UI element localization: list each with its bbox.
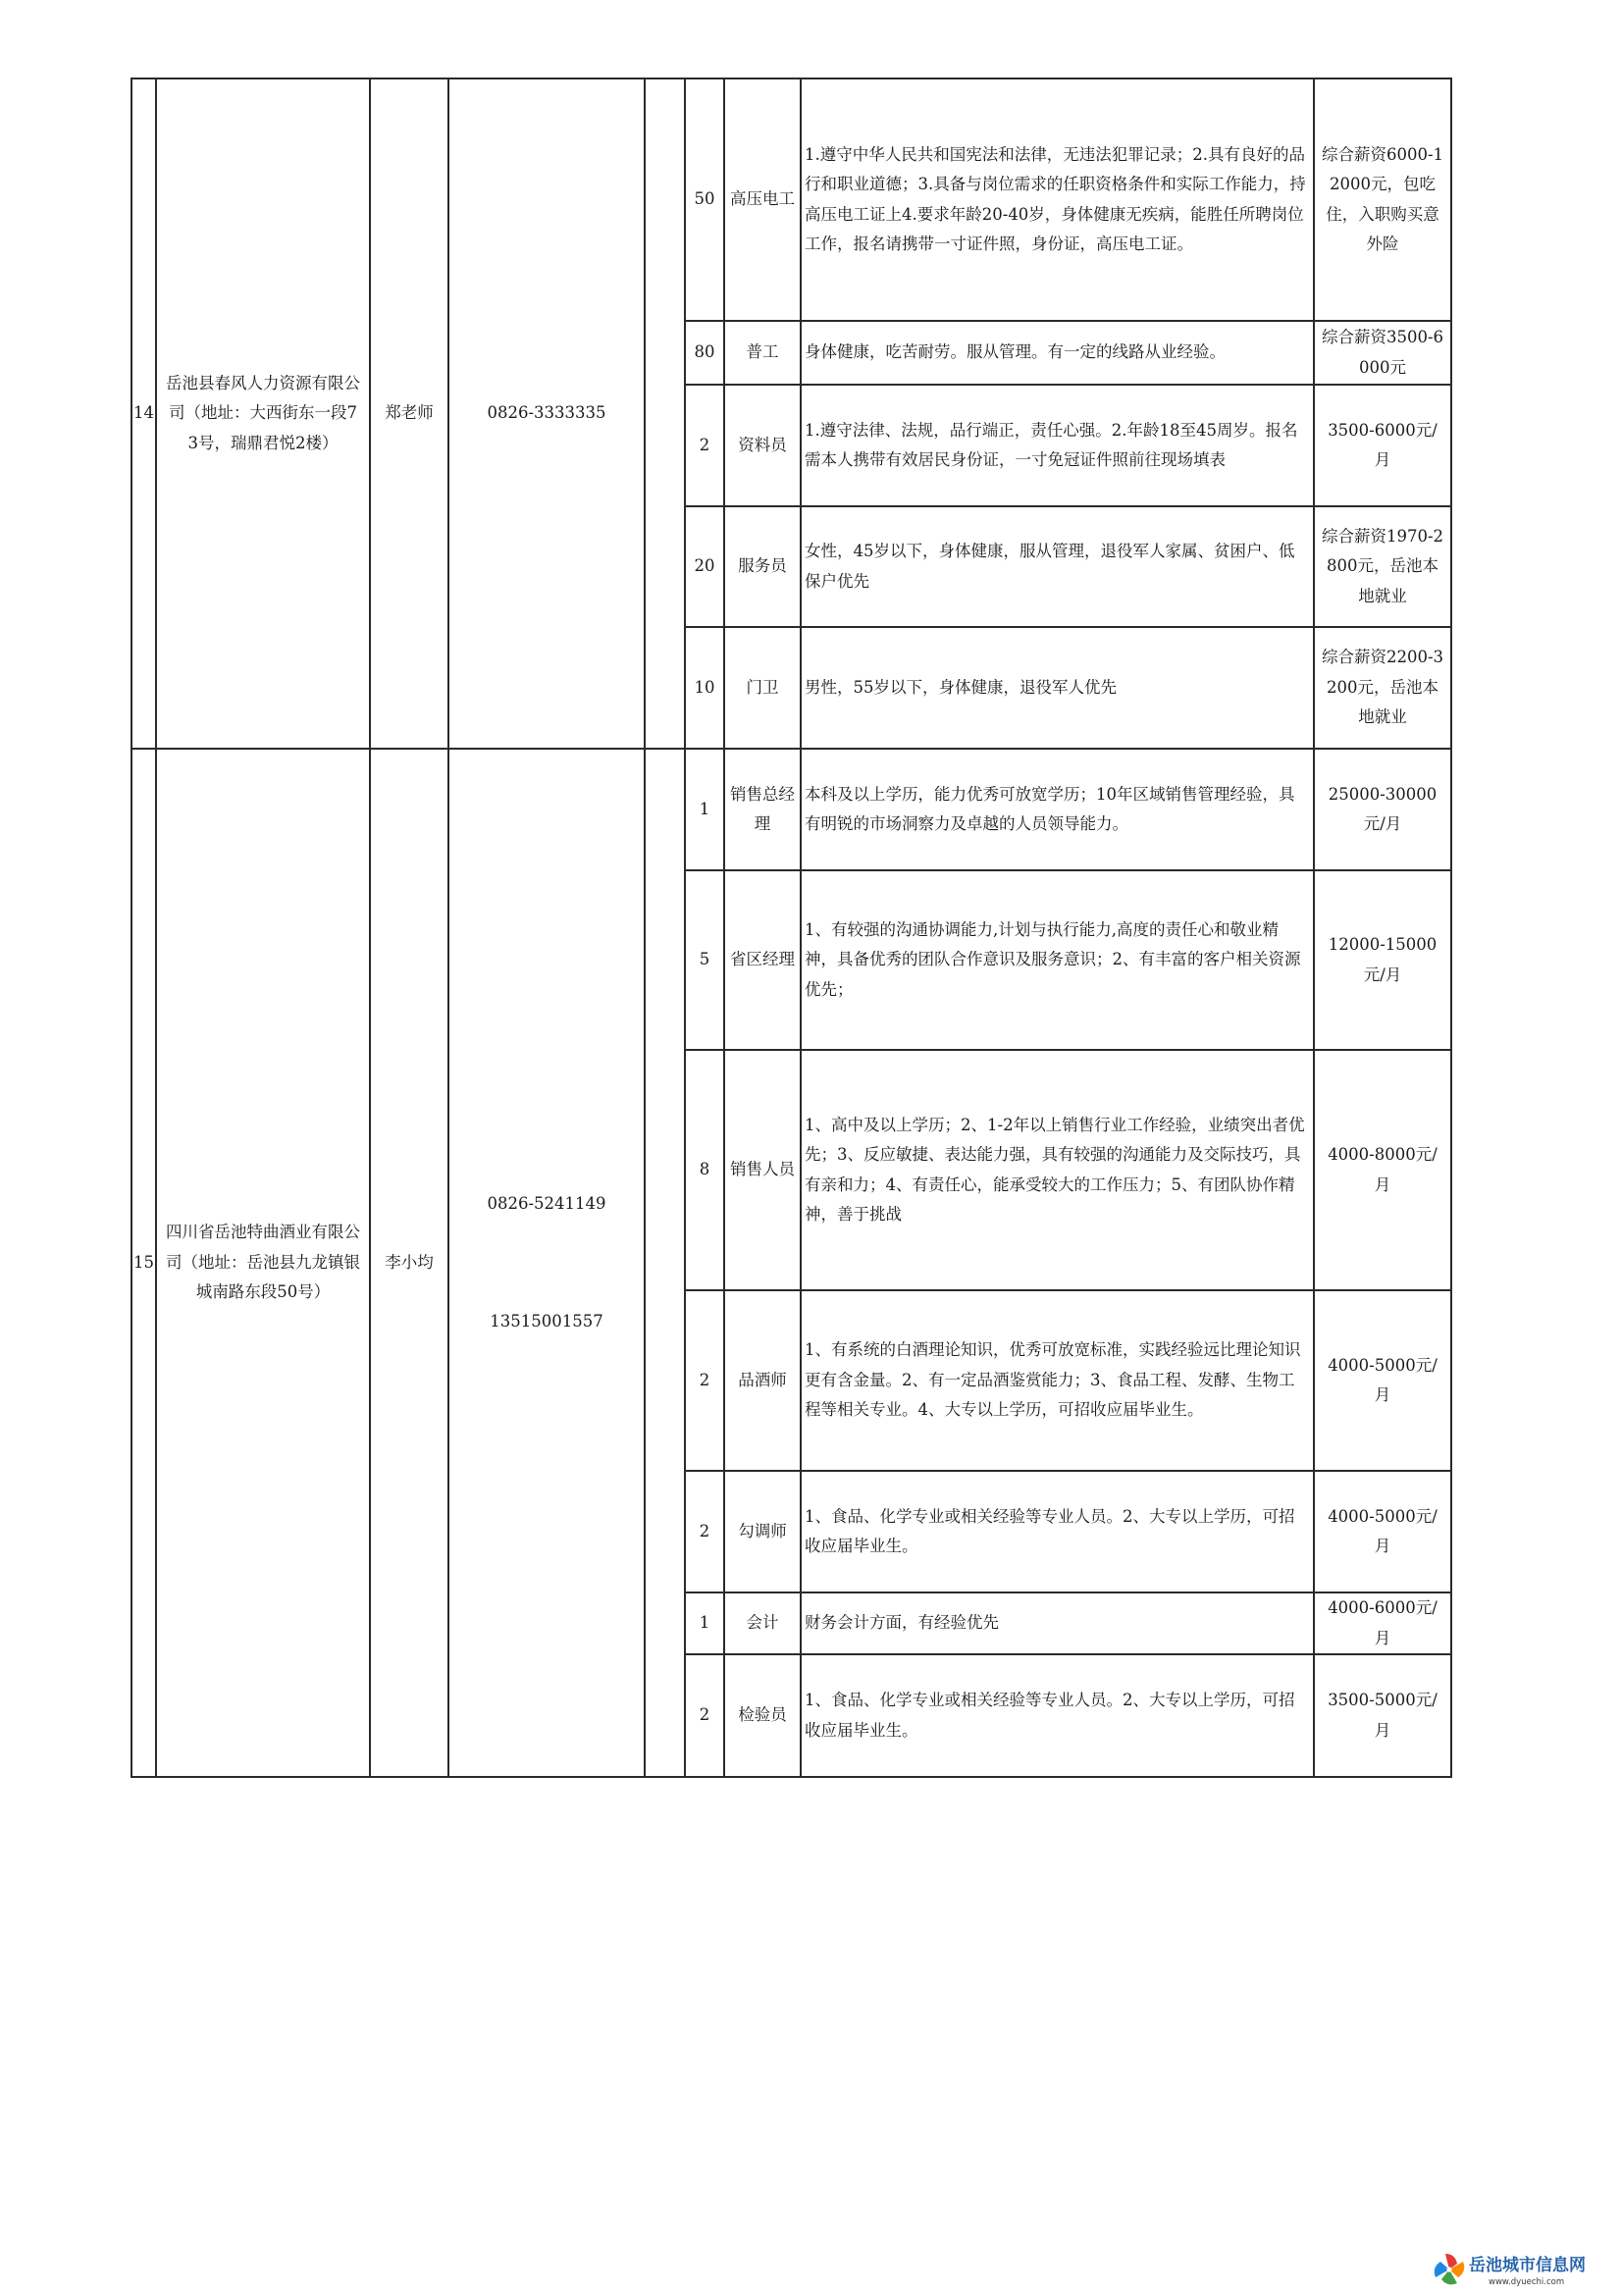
contact-person: 李小均 bbox=[370, 749, 448, 1777]
company-name: 四川省岳池特曲酒业有限公司（地址：岳池县九龙镇银城南路东段50号） bbox=[156, 749, 370, 1777]
recruitment-table bbox=[131, 78, 1452, 1778]
job-requirements: 1、有较强的沟通协调能力,计划与执行能力,高度的责任心和敬业精神，具备优秀的团队合作意识及服务意识；2、有丰富的客户相关资源优先； bbox=[801, 870, 1314, 1050]
blank-column bbox=[645, 749, 685, 1777]
job-salary: 4000-5000元/月 bbox=[1314, 1471, 1451, 1592]
job-requirements: 本科及以上学历，能力优秀可放宽学历；10年区域销售管理经验，具有明锐的市场洞察力及卓越的人员领导能力。 bbox=[801, 749, 1314, 870]
job-salary: 4000-5000元/月 bbox=[1314, 1290, 1451, 1471]
job-count: 2 bbox=[685, 1471, 724, 1592]
job-title: 资料员 bbox=[724, 385, 801, 506]
job-salary: 3500-5000元/月 bbox=[1314, 1654, 1451, 1777]
company-index: 14 bbox=[131, 78, 156, 749]
job-count: 2 bbox=[685, 1290, 724, 1471]
job-salary: 3500-6000元/月 bbox=[1314, 385, 1451, 506]
job-title: 普工 bbox=[724, 321, 801, 385]
job-count: 10 bbox=[685, 627, 724, 749]
site-watermark bbox=[1428, 2247, 1620, 2292]
company-name: 岳池县春风人力资源有限公司（地址：大西街东一段73号，瑞鼎君悦2楼） bbox=[156, 78, 370, 749]
job-title: 检验员 bbox=[724, 1654, 801, 1777]
job-salary: 4000-8000元/月 bbox=[1314, 1050, 1451, 1290]
watermark-url: www.dyuechi.com bbox=[1489, 2277, 1565, 2287]
mobile-number: 13515001557 bbox=[490, 1312, 603, 1331]
job-title: 服务员 bbox=[724, 506, 801, 627]
job-requirements: 1.遵守中华人民共和国宪法和法律，无违法犯罪记录；2.具有良好的品行和职业道德；3.具备与岗位需求的任职资格条件和实际工作能力，持高压电工证上4.要求年龄20-40岁，身体健康无疾病，能胜任所聘岗位工作，报名请携带一寸证件照，身份证，高压电工证。 bbox=[801, 78, 1314, 321]
job-requirements: 1、高中及以上学历；2、1-2年以上销售行业工作经验，业绩突出者优先；3、反应敏捷、表达能力强，具有较强的沟通能力及交际技巧，具有亲和力；4、有责任心，能承受较大的工作压力；5、有团队协作精神，善于挑战 bbox=[801, 1050, 1314, 1290]
job-requirements: 身体健康，吃苦耐劳。服从管理。有一定的线路从业经验。 bbox=[801, 321, 1314, 385]
job-salary: 综合薪资3500-6000元 bbox=[1314, 321, 1451, 385]
phone-cell bbox=[448, 749, 645, 1777]
job-count: 20 bbox=[685, 506, 724, 627]
job-salary: 25000-30000元/月 bbox=[1314, 749, 1451, 870]
table-row bbox=[131, 749, 1451, 870]
job-title: 会计 bbox=[724, 1592, 801, 1654]
job-count: 1 bbox=[685, 1592, 724, 1654]
job-count: 8 bbox=[685, 1050, 724, 1290]
job-requirements: 财务会计方面，有经验优先 bbox=[801, 1592, 1314, 1654]
blank-column bbox=[645, 78, 685, 749]
job-count: 2 bbox=[685, 1654, 724, 1777]
job-title: 销售总经理 bbox=[724, 749, 801, 870]
job-title: 省区经理 bbox=[724, 870, 801, 1050]
job-requirements: 男性，55岁以下，身体健康，退役军人优先 bbox=[801, 627, 1314, 749]
job-requirements: 1、食品、化学专业或相关经验等专业人员。2、大专以上学历，可招收应届毕业生。 bbox=[801, 1471, 1314, 1592]
table-row bbox=[131, 78, 1451, 321]
job-salary: 综合薪资1970-2800元，岳池本地就业 bbox=[1314, 506, 1451, 627]
job-salary: 4000-6000元/月 bbox=[1314, 1592, 1451, 1654]
pinwheel-logo-icon bbox=[1435, 2254, 1464, 2284]
job-requirements: 1.遵守法律、法规，品行端正，责任心强。2.年龄18至45周岁。报名需本人携带有效居民身份证，一寸免冠证件照前往现场填表 bbox=[801, 385, 1314, 506]
job-title: 销售人员 bbox=[724, 1050, 801, 1290]
watermark-graphic bbox=[1428, 2247, 1620, 2292]
job-requirements: 1、食品、化学专业或相关经验等专业人员。2、大专以上学历，可招收应届毕业生。 bbox=[801, 1654, 1314, 1777]
job-count: 50 bbox=[685, 78, 724, 321]
job-salary: 12000-15000元/月 bbox=[1314, 870, 1451, 1050]
job-count: 5 bbox=[685, 870, 724, 1050]
phone-number: 0826-3333335 bbox=[448, 78, 645, 749]
job-count: 1 bbox=[685, 749, 724, 870]
job-salary: 综合薪资2200-3200元，岳池本地就业 bbox=[1314, 627, 1451, 749]
watermark-site-name: 岳池城市信息网 bbox=[1469, 2256, 1586, 2275]
job-salary: 综合薪资6000-12000元，包吃住，入职购买意外险 bbox=[1314, 78, 1451, 321]
contact-person: 郑老师 bbox=[370, 78, 448, 749]
job-requirements: 女性，45岁以下，身体健康，服从管理，退役军人家属、贫困户、低保户优先 bbox=[801, 506, 1314, 627]
job-title: 高压电工 bbox=[724, 78, 801, 321]
company-index: 15 bbox=[131, 749, 156, 1777]
job-requirements: 1、有系统的白酒理论知识，优秀可放宽标准，实践经验远比理论知识更有含金量。2、有一定品酒鉴赏能力；3、食品工程、发酵、生物工程等相关专业。4、大专以上学历，可招收应届毕业生。 bbox=[801, 1290, 1314, 1471]
job-title: 勾调师 bbox=[724, 1471, 801, 1592]
job-count: 80 bbox=[685, 321, 724, 385]
job-title: 品酒师 bbox=[724, 1290, 801, 1471]
job-count: 2 bbox=[685, 385, 724, 506]
job-title: 门卫 bbox=[724, 627, 801, 749]
phone-number: 0826-5241149 bbox=[487, 1193, 606, 1213]
